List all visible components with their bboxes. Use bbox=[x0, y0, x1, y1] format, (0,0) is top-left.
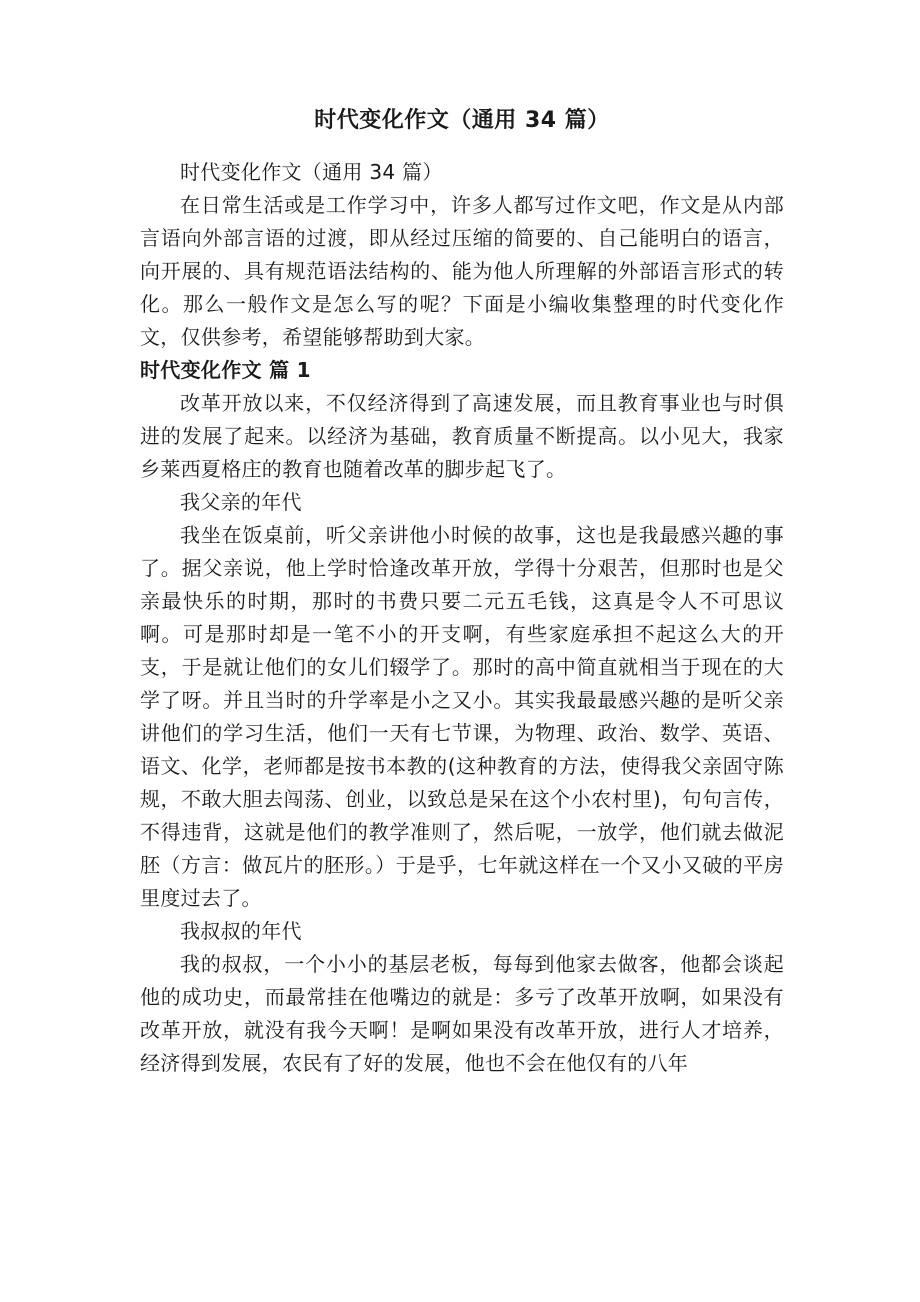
intro-paragraph: 在日常生活或是工作学习中，许多人都写过作文吧，作文是从内部言语向外部言语的过渡，即从经过压缩的简要的、自己能明白的语言，向开展的、具有规范语法结构的、能为他人所理解的外部语言形式的转化。那么一般作文是怎么写的呢？下面是小编收集整理的时代变化作文，仅供参考，希望能够帮助到大家。 bbox=[140, 193, 784, 349]
document-subtitle: 时代变化作文（通用 34 篇） bbox=[180, 160, 443, 184]
subheading-father: 我父亲的年代 bbox=[180, 490, 302, 514]
paragraph-3: 我的叔叔，一个小小的基层老板，每每到他家去做客，他都会谈起他的成功史，而最常挂在他嘴边的就是：多亏了改革开放啊，如果没有改革开放，就没有我今天啊！是啊如果没有改革开放，进行人才培养，经济得到发展，农民有了好的发展，他也不会在他仅有的八年 bbox=[140, 952, 784, 1075]
paragraph-1: 改革开放以来，不仅经济得到了高速发展，而且教育事业也与时俱进的发展了起来。以经济为基础，教育质量不断提高。以小见大，我家乡莱西夏格庄的教育也随着改革的脚步起飞了。 bbox=[140, 391, 784, 481]
document-title: 时代变化作文（通用 34 篇） bbox=[314, 108, 610, 133]
section-heading: 时代变化作文 篇 1 bbox=[140, 358, 311, 382]
subheading-uncle: 我叔叔的年代 bbox=[180, 919, 302, 943]
document-page bbox=[140, 98, 784, 1080]
paragraph-2: 我坐在饭桌前，听父亲讲他小时候的故事，这也是我最感兴趣的事了。据父亲说，他上学时恰逢改革开放，学得十分艰苦，但那时也是父亲最快乐的时期，那时的书费只要二元五毛钱，这真是令人不可思议啊。可是那时却是一笔不小的开支啊，有些家庭承担不起这么大的开支，于是就让他们的女儿们辍学了。那时的高中简直就相当于现在的大学了呀。并且当时的升学率是小之又小。其实我最最感兴趣的是听父亲讲他们的学习生活，他们一天有七节课，为物理、政治、数学、英语、语文、化学，老师都是按书本教的(这种教育的方法，使得我父亲固守陈规，不敢大胆去闯荡、创业，以致总是呆在这个小农村里)，句句言传，不得违背，这就是他们的教学准则了，然后呢，一放学，他们就去做泥胚（方言：做瓦片的胚形。）于是乎，七年就这样在一个又小又破的平房里度过去了。 bbox=[140, 523, 784, 910]
